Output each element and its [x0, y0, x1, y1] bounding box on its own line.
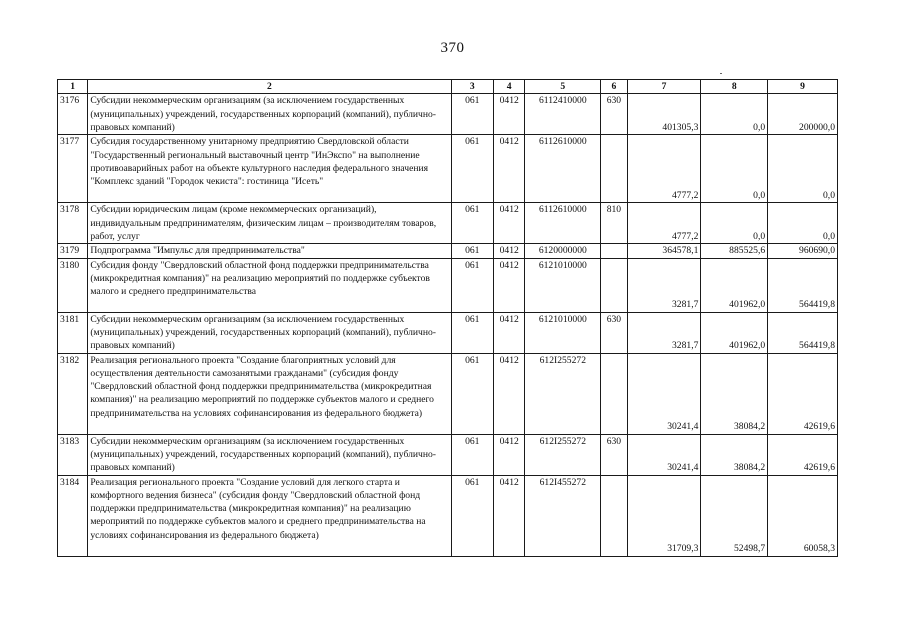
header-row	[58, 80, 838, 94]
expense-type-code	[601, 353, 627, 434]
expense-type-code: 630	[601, 312, 627, 353]
table-row	[58, 203, 838, 244]
section-code: 0412	[494, 135, 525, 203]
row-name: Субсидии некоммерческим организациям (за исключением государственных (муниципальных) учреждений, государственных корпораций (компаний), публично-правовых компаний)	[88, 434, 451, 475]
expense-type-code	[601, 475, 627, 556]
amount-col7: 3281,7	[627, 312, 701, 353]
page-number: 370	[440, 40, 465, 56]
amount-col9: 200000,0	[768, 94, 838, 135]
expense-type-code: 630	[601, 434, 627, 475]
expense-type-code: 630	[601, 94, 627, 135]
target-article-code: 6120000000	[525, 244, 601, 258]
table-row	[58, 312, 838, 353]
section-code: 0412	[494, 244, 525, 258]
amount-col8: 0,0	[701, 94, 768, 135]
amount-col9: 564419,8	[768, 258, 838, 312]
table-row	[58, 353, 838, 434]
table-row	[58, 434, 838, 475]
column-header: 7	[627, 80, 701, 94]
column-header: 8	[701, 80, 768, 94]
amount-col7: 4777,2	[627, 203, 701, 244]
amount-col9: 564419,8	[768, 312, 838, 353]
amount-col8: 0,0	[701, 203, 768, 244]
amount-col9: 960690,0	[768, 244, 838, 258]
target-article-code: 612I255272	[525, 353, 601, 434]
ministry-code: 061	[451, 434, 493, 475]
column-header: 3	[451, 80, 493, 94]
section-code: 0412	[494, 203, 525, 244]
ministry-code: 061	[451, 94, 493, 135]
target-article-code: 6121010000	[525, 258, 601, 312]
amount-col8: 401962,0	[701, 258, 768, 312]
row-number: 3177	[58, 135, 88, 203]
row-number: 3183	[58, 434, 88, 475]
amount-col7: 31709,3	[627, 475, 701, 556]
section-code: 0412	[494, 475, 525, 556]
target-article-code: 6112610000	[525, 135, 601, 203]
row-number: 3176	[58, 94, 88, 135]
target-article-code: 6112610000	[525, 203, 601, 244]
target-article-code: 612I455272	[525, 475, 601, 556]
target-article-code: 612I255272	[525, 434, 601, 475]
ministry-code: 061	[451, 475, 493, 556]
row-name: Субсидия государственному унитарному предприятию Свердловской области "Государственный региональный выставочный центр "ИнЭкспо" на выполнение противоаварийных работ на объекте культурного наследия федерального значения "Комплекс зданий "Городок чекиста": гостиница "Исеть"	[88, 135, 451, 203]
column-header: 6	[601, 80, 627, 94]
target-article-code: 6121010000	[525, 312, 601, 353]
amount-col8: 0,0	[701, 135, 768, 203]
section-code: 0412	[494, 434, 525, 475]
amount-col9: 42619,6	[768, 353, 838, 434]
amount-col8: 401962,0	[701, 312, 768, 353]
target-article-code: 6112410000	[525, 94, 601, 135]
section-code: 0412	[494, 312, 525, 353]
row-name: Реализация регионального проекта "Создание благоприятных условий для осуществления деятельности самозанятыми гражданами" (субсидия фонду "Свердловский областной фонд поддержки предпринимательства (микрокредитная компания)" на реализацию мероприятий по поддержке субъектов малого и среднего предпринимательства на условиях софинансирования из федерального бюджета)	[88, 353, 451, 434]
expense-type-code	[601, 135, 627, 203]
amount-col9: 0,0	[768, 135, 838, 203]
ministry-code: 061	[451, 312, 493, 353]
amount-col9: 60058,3	[768, 475, 838, 556]
table-row	[58, 475, 838, 556]
column-header: 9	[768, 80, 838, 94]
ministry-code: 061	[451, 353, 493, 434]
row-number: 3179	[58, 244, 88, 258]
expense-type-code	[601, 244, 627, 258]
row-name: Реализация регионального проекта "Создание условий для легкого старта и комфортного ведения бизнеса" (субсидия фонду "Свердловский областной фонд поддержки предпринимательства (микрокредитная компания)" на реализацию мероприятий по поддержке субъектов малого и среднего предпринимательства на условиях софинансирования из федерального бюджета)	[88, 475, 451, 556]
table-row	[58, 258, 838, 312]
amount-col9: 0,0	[768, 203, 838, 244]
ministry-code: 061	[451, 258, 493, 312]
section-code: 0412	[494, 258, 525, 312]
table-row	[58, 94, 838, 135]
row-name: Субсидии юридическим лицам (кроме некоммерческих организаций), индивидуальным предпринимателям, физическим лицам – производителям товаров, работ, услуг	[88, 203, 451, 244]
amount-col8: 52498,7	[701, 475, 768, 556]
row-number: 3178	[58, 203, 88, 244]
section-code: 0412	[494, 353, 525, 434]
amount-col7: 3281,7	[627, 258, 701, 312]
budget-table	[57, 79, 838, 557]
amount-col7: 364578,1	[627, 244, 701, 258]
table-row	[58, 244, 838, 258]
amount-col9: 42619,6	[768, 434, 838, 475]
amount-col8: 38084,2	[701, 353, 768, 434]
ministry-code: 061	[451, 203, 493, 244]
amount-col7: 30241,4	[627, 434, 701, 475]
row-number: 3182	[58, 353, 88, 434]
amount-col7: 4777,2	[627, 135, 701, 203]
column-header: 5	[525, 80, 601, 94]
scan-speck	[720, 73, 722, 74]
row-number: 3184	[58, 475, 88, 556]
table-row	[58, 135, 838, 203]
row-name: Подпрограмма "Импульс для предпринимательства"	[88, 244, 451, 258]
amount-col8: 885525,6	[701, 244, 768, 258]
section-code: 0412	[494, 94, 525, 135]
column-header: 1	[58, 80, 88, 94]
amount-col8: 38084,2	[701, 434, 768, 475]
column-header: 2	[88, 80, 451, 94]
amount-col7: 401305,3	[627, 94, 701, 135]
column-header: 4	[494, 80, 525, 94]
expense-type-code: 810	[601, 203, 627, 244]
row-name: Субсидии некоммерческим организациям (за исключением государственных (муниципальных) учреждений, государственных корпораций (компаний), публично-правовых компаний)	[88, 312, 451, 353]
row-name: Субсидии некоммерческим организациям (за исключением государственных (муниципальных) учреждений, государственных корпораций (компаний), публично-правовых компаний)	[88, 94, 451, 135]
ministry-code: 061	[451, 135, 493, 203]
ministry-code: 061	[451, 244, 493, 258]
row-name: Субсидия фонду "Свердловский областной фонд поддержки предпринимательства (микрокредитная компания)" на реализацию мероприятий по поддержке субъектов малого и среднего предпринимательства	[88, 258, 451, 312]
row-number: 3181	[58, 312, 88, 353]
amount-col7: 30241,4	[627, 353, 701, 434]
expense-type-code	[601, 258, 627, 312]
row-number: 3180	[58, 258, 88, 312]
